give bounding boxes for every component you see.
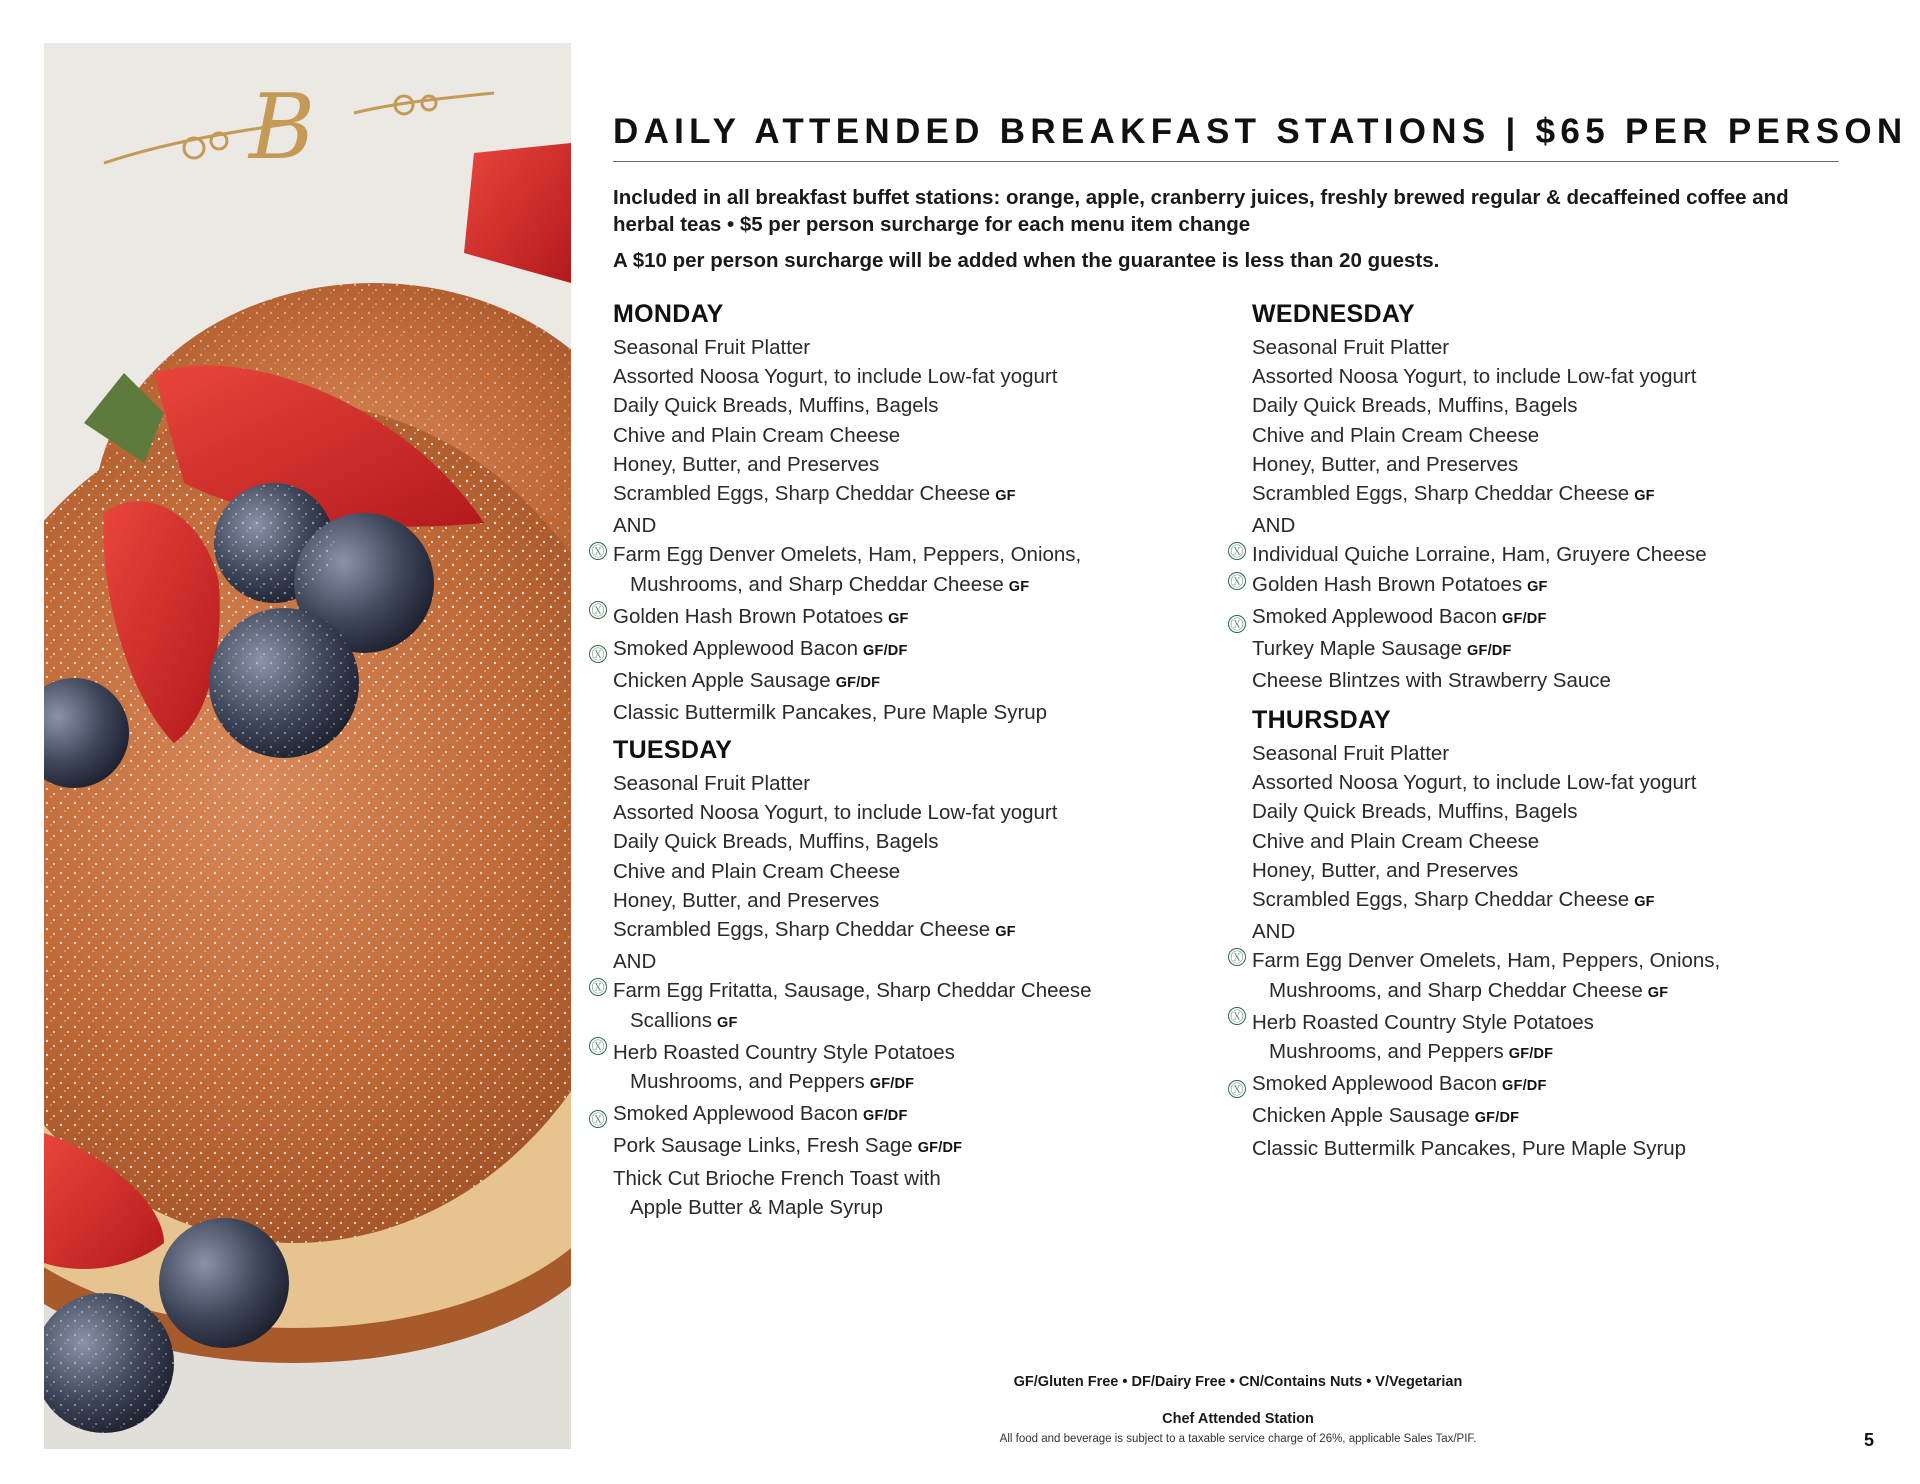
menu-item-text: Seasonal Fruit Platter: [613, 336, 811, 359]
day-heading: MONDAY: [613, 300, 724, 328]
dietary-tag: GF/DF: [917, 1140, 963, 1157]
menu-item-text: Smoked Applewood Bacon: [613, 1102, 859, 1126]
dietary-tag: GF/DF: [835, 675, 881, 692]
menu-item-text: Individual Quiche Lorraine, Ham, Gruyere Cheese: [1252, 543, 1707, 567]
menu-item: [1252, 856, 1852, 885]
menu-item: [1252, 1037, 1852, 1069]
menu-item: [613, 391, 1213, 420]
dietary-tag: GF/DF: [869, 1076, 915, 1093]
menu-item: [1252, 362, 1852, 391]
day-section-tuesday: [591, 735, 1213, 1222]
menu-item: [613, 362, 1213, 391]
service-charge-note: All food and beverage is subject to a taxable service charge of 26%, applicable Sales Tax/PIF.: [999, 1433, 1477, 1445]
menu-item-text: Chive and Plain Cream Cheese: [613, 423, 901, 447]
chef-attended-icon: Ⓧ: [589, 542, 607, 560]
menu-item-text: Honey, Butter, and Preserves: [1252, 858, 1519, 882]
menu-item: [613, 511, 1213, 540]
menu-item: [1252, 1069, 1852, 1101]
menu-item: [1252, 540, 1852, 569]
menu-item: [613, 1131, 1213, 1163]
day-heading: TUESDAY: [613, 736, 733, 764]
dietary-tag: GF/DF: [1502, 610, 1547, 627]
dietary-tag: GF: [1008, 578, 1030, 595]
menu-item-text: Chive and Plain Cream Cheese: [1252, 423, 1540, 447]
menu-item: [613, 602, 1213, 634]
menu-item: [613, 857, 1213, 886]
menu-item: [613, 886, 1213, 915]
menu-item: [613, 570, 1213, 602]
day-section-thursday: [1230, 705, 1852, 1163]
menu-item-text: Classic Buttermilk Pancakes, Pure Maple Syrup: [1252, 1136, 1687, 1160]
menu-item-text: Daily Quick Breads, Muffins, Bagels: [1252, 394, 1578, 418]
menu-item-text: Honey, Butter, and Preserves: [613, 888, 880, 912]
menu-item: [613, 634, 1213, 666]
menu-item: [1252, 797, 1852, 826]
menu-item-text: Mushrooms, and Peppers: [1269, 1040, 1504, 1064]
dietary-tag: GF: [1527, 578, 1548, 595]
day-heading: WEDNESDAY: [1252, 300, 1415, 328]
chef-attended-icon: Ⓧ: [1228, 1080, 1246, 1098]
chef-attended-icon: Ⓧ: [1228, 572, 1246, 590]
menu-item-text: Smoked Applewood Bacon: [613, 637, 859, 661]
menu-item-text: Scrambled Eggs, Sharp Cheddar Cheese: [613, 918, 991, 942]
menu-item: [1252, 1101, 1852, 1133]
chef-attended-icon: Ⓧ: [1228, 1007, 1246, 1025]
menu-item: [613, 915, 1213, 947]
menu-item-text: Mushrooms, and Peppers: [630, 1070, 865, 1094]
menu-item-text: Turkey Maple Sausage: [1252, 637, 1463, 661]
chef-station-legend: Chef Attended Station: [1162, 1411, 1314, 1427]
menu-item-text: Scrambled Eggs, Sharp Cheddar Cheese: [613, 482, 991, 506]
menu-item-text: Cheese Blintzes with Strawberry Sauce: [1252, 669, 1611, 693]
page-title: DAILY ATTENDED BREAKFAST STATIONS | $65 PER PERSON: [613, 112, 1908, 151]
menu-item-text: Seasonal Fruit Platter: [1252, 336, 1450, 359]
menu-item: [1252, 917, 1852, 946]
dietary-tag: GF: [1634, 894, 1655, 911]
title-divider: [613, 161, 1839, 162]
menu-item-text: Golden Hash Brown Potatoes: [613, 604, 884, 628]
pancake-illustration: [44, 43, 571, 1449]
chef-attended-icon: Ⓧ: [589, 645, 607, 663]
menu-item-text: Assorted Noosa Yogurt, to include Low-fat yogurt: [1252, 365, 1697, 389]
menu-item: [613, 333, 1213, 362]
chef-attended-icon: Ⓧ: [589, 978, 607, 996]
day-section-monday: [591, 299, 1213, 728]
menu-item-text: Seasonal Fruit Platter: [613, 772, 811, 795]
page-number: 5: [1864, 1430, 1875, 1450]
menu-item: [1252, 739, 1852, 768]
menu-item-text: Herb Roasted Country Style Potatoes: [1252, 1010, 1594, 1034]
menu-item: [1252, 570, 1852, 602]
menu-item: [613, 798, 1213, 827]
chef-attended-icon: Ⓧ: [1228, 948, 1246, 966]
menu-item: [613, 827, 1213, 856]
menu-item: [613, 421, 1213, 450]
menu-item: [1252, 1134, 1852, 1163]
menu-item-text: Apple Butter & Maple Syrup: [630, 1195, 883, 1219]
pancake-photo: [44, 43, 571, 1449]
menu-item: [1252, 885, 1852, 917]
menu-item-text: Farm Egg Denver Omelets, Ham, Peppers, Onions,: [1252, 949, 1721, 973]
dietary-legend: GF/Gluten Free • DF/Dairy Free • CN/Contains Nuts • V/Vegetarian: [1013, 1374, 1463, 1390]
menu-item: [613, 479, 1213, 511]
menu-item: [613, 450, 1213, 479]
day-section-wednesday: [1230, 299, 1852, 695]
menu-item: [613, 1067, 1213, 1099]
menu-item-text: Assorted Noosa Yogurt, to include Low-fat yogurt: [613, 801, 1058, 825]
intro-line-2: A $10 per person surcharge will be added when the guarantee is less than 20 guests.: [613, 249, 1440, 272]
menu-item-text: Honey, Butter, and Preserves: [613, 452, 880, 476]
menu-item-text: Assorted Noosa Yogurt, to include Low-fat yogurt: [1252, 771, 1697, 795]
day-heading: THURSDAY: [1252, 706, 1391, 734]
menu-item: [1252, 450, 1852, 479]
menu-item-text: Chicken Apple Sausage: [1252, 1104, 1470, 1128]
menu-item-text: AND: [1252, 920, 1296, 944]
menu-item-text: Thick Cut Brioche French Toast with: [613, 1166, 941, 1190]
menu-item: [1252, 768, 1852, 797]
menu-item: [613, 976, 1213, 1005]
menu-item-text: Golden Hash Brown Potatoes: [1252, 572, 1523, 596]
menu-item: [613, 540, 1213, 569]
menu-item-text: Assorted Noosa Yogurt, to include Low-fat yogurt: [613, 365, 1058, 389]
dietary-tag: GF/DF: [863, 643, 908, 660]
intro-line-1: Included in all breakfast buffet stations: orange, apple, cranberry juices, freshly brewed regular & decaffeined coffee and herbal teas • $5 per person surcharge for each menu item change: [613, 186, 1789, 236]
menu-item: [613, 769, 1213, 798]
menu-item-text: Herb Roasted Country Style Potatoes: [613, 1040, 955, 1064]
dietary-tag: GF/DF: [1467, 643, 1512, 660]
menu-item: [613, 1099, 1213, 1131]
menu-item-text: Farm Egg Denver Omelets, Ham, Peppers, Onions,: [613, 543, 1082, 567]
menu-item-text: Smoked Applewood Bacon: [1252, 1072, 1498, 1096]
menu-item-text: Scrambled Eggs, Sharp Cheddar Cheese: [1252, 482, 1630, 506]
menu-item-text: Chive and Plain Cream Cheese: [613, 859, 901, 883]
menu-item-text: Daily Quick Breads, Muffins, Bagels: [613, 394, 939, 418]
menu-item: [1252, 666, 1852, 695]
menu-item: [1252, 479, 1852, 511]
dietary-tag: GF: [888, 610, 909, 627]
dietary-tag: GF: [995, 488, 1016, 505]
menu-item: [613, 947, 1213, 976]
menu-item: [1252, 976, 1852, 1008]
dietary-tag: GF/DF: [863, 1108, 908, 1125]
menu-item-text: AND: [613, 514, 657, 538]
dietary-tag: GF: [1634, 488, 1655, 505]
menu-item-text: Scallions: [630, 1008, 713, 1032]
menu-item: [1252, 511, 1852, 540]
menu-item: [613, 666, 1213, 698]
chef-attended-icon: Ⓧ: [589, 1037, 607, 1055]
menu-item: [1252, 421, 1852, 450]
chef-attended-icon: Ⓧ: [589, 1110, 607, 1128]
menu-item-text: Chicken Apple Sausage: [613, 669, 831, 693]
menu-item-text: AND: [1252, 514, 1296, 538]
menu-item: [1252, 1008, 1852, 1037]
menu-item-text: Seasonal Fruit Platter: [1252, 742, 1450, 765]
chef-attended-icon: Ⓧ: [1228, 615, 1246, 633]
menu-item: [613, 1038, 1213, 1067]
chef-attended-icon: Ⓧ: [589, 601, 607, 619]
menu-item: [1252, 634, 1852, 666]
menu-item-text: Daily Quick Breads, Muffins, Bagels: [613, 830, 939, 854]
dietary-tag: GF: [1647, 984, 1669, 1001]
menu-item-text: Farm Egg Fritatta, Sausage, Sharp Cheddar Cheese: [613, 979, 1092, 1003]
svg-text:B: B: [249, 75, 316, 180]
menu-item-text: Mushrooms, and Sharp Cheddar Cheese: [630, 572, 1004, 596]
menu-item-text: Mushrooms, and Sharp Cheddar Cheese: [1269, 978, 1643, 1002]
menu-item: [1252, 333, 1852, 362]
menu-item: [1252, 946, 1852, 975]
menu-item: [613, 698, 1213, 727]
menu-item: [613, 1006, 1213, 1038]
dietary-tag: GF/DF: [1474, 1110, 1520, 1127]
menu-item-text: Classic Buttermilk Pancakes, Pure Maple Syrup: [613, 701, 1048, 725]
menu-item-text: Honey, Butter, and Preserves: [1252, 452, 1519, 476]
menu-item-text: Chive and Plain Cream Cheese: [1252, 829, 1540, 853]
menu-item: [1252, 391, 1852, 420]
dietary-tag: GF/DF: [1508, 1046, 1554, 1063]
dietary-tag: GF/DF: [1502, 1078, 1547, 1095]
chef-attended-icon: Ⓧ: [1228, 542, 1246, 560]
intro-text: [613, 184, 1843, 283]
menu-item: [1252, 827, 1852, 856]
menu-item: [613, 1193, 1213, 1222]
dietary-tag: GF: [717, 1014, 738, 1031]
dietary-tag: GF: [995, 924, 1016, 941]
menu-item-text: Pork Sausage Links, Fresh Sage: [613, 1134, 913, 1158]
menu-item: [613, 1164, 1213, 1193]
menu-item-text: Smoked Applewood Bacon: [1252, 604, 1498, 628]
menu-item-text: Scrambled Eggs, Sharp Cheddar Cheese: [1252, 888, 1630, 912]
menu-item-text: Daily Quick Breads, Muffins, Bagels: [1252, 800, 1578, 824]
menu-item: [1252, 602, 1852, 634]
menu-item-text: AND: [613, 950, 657, 974]
